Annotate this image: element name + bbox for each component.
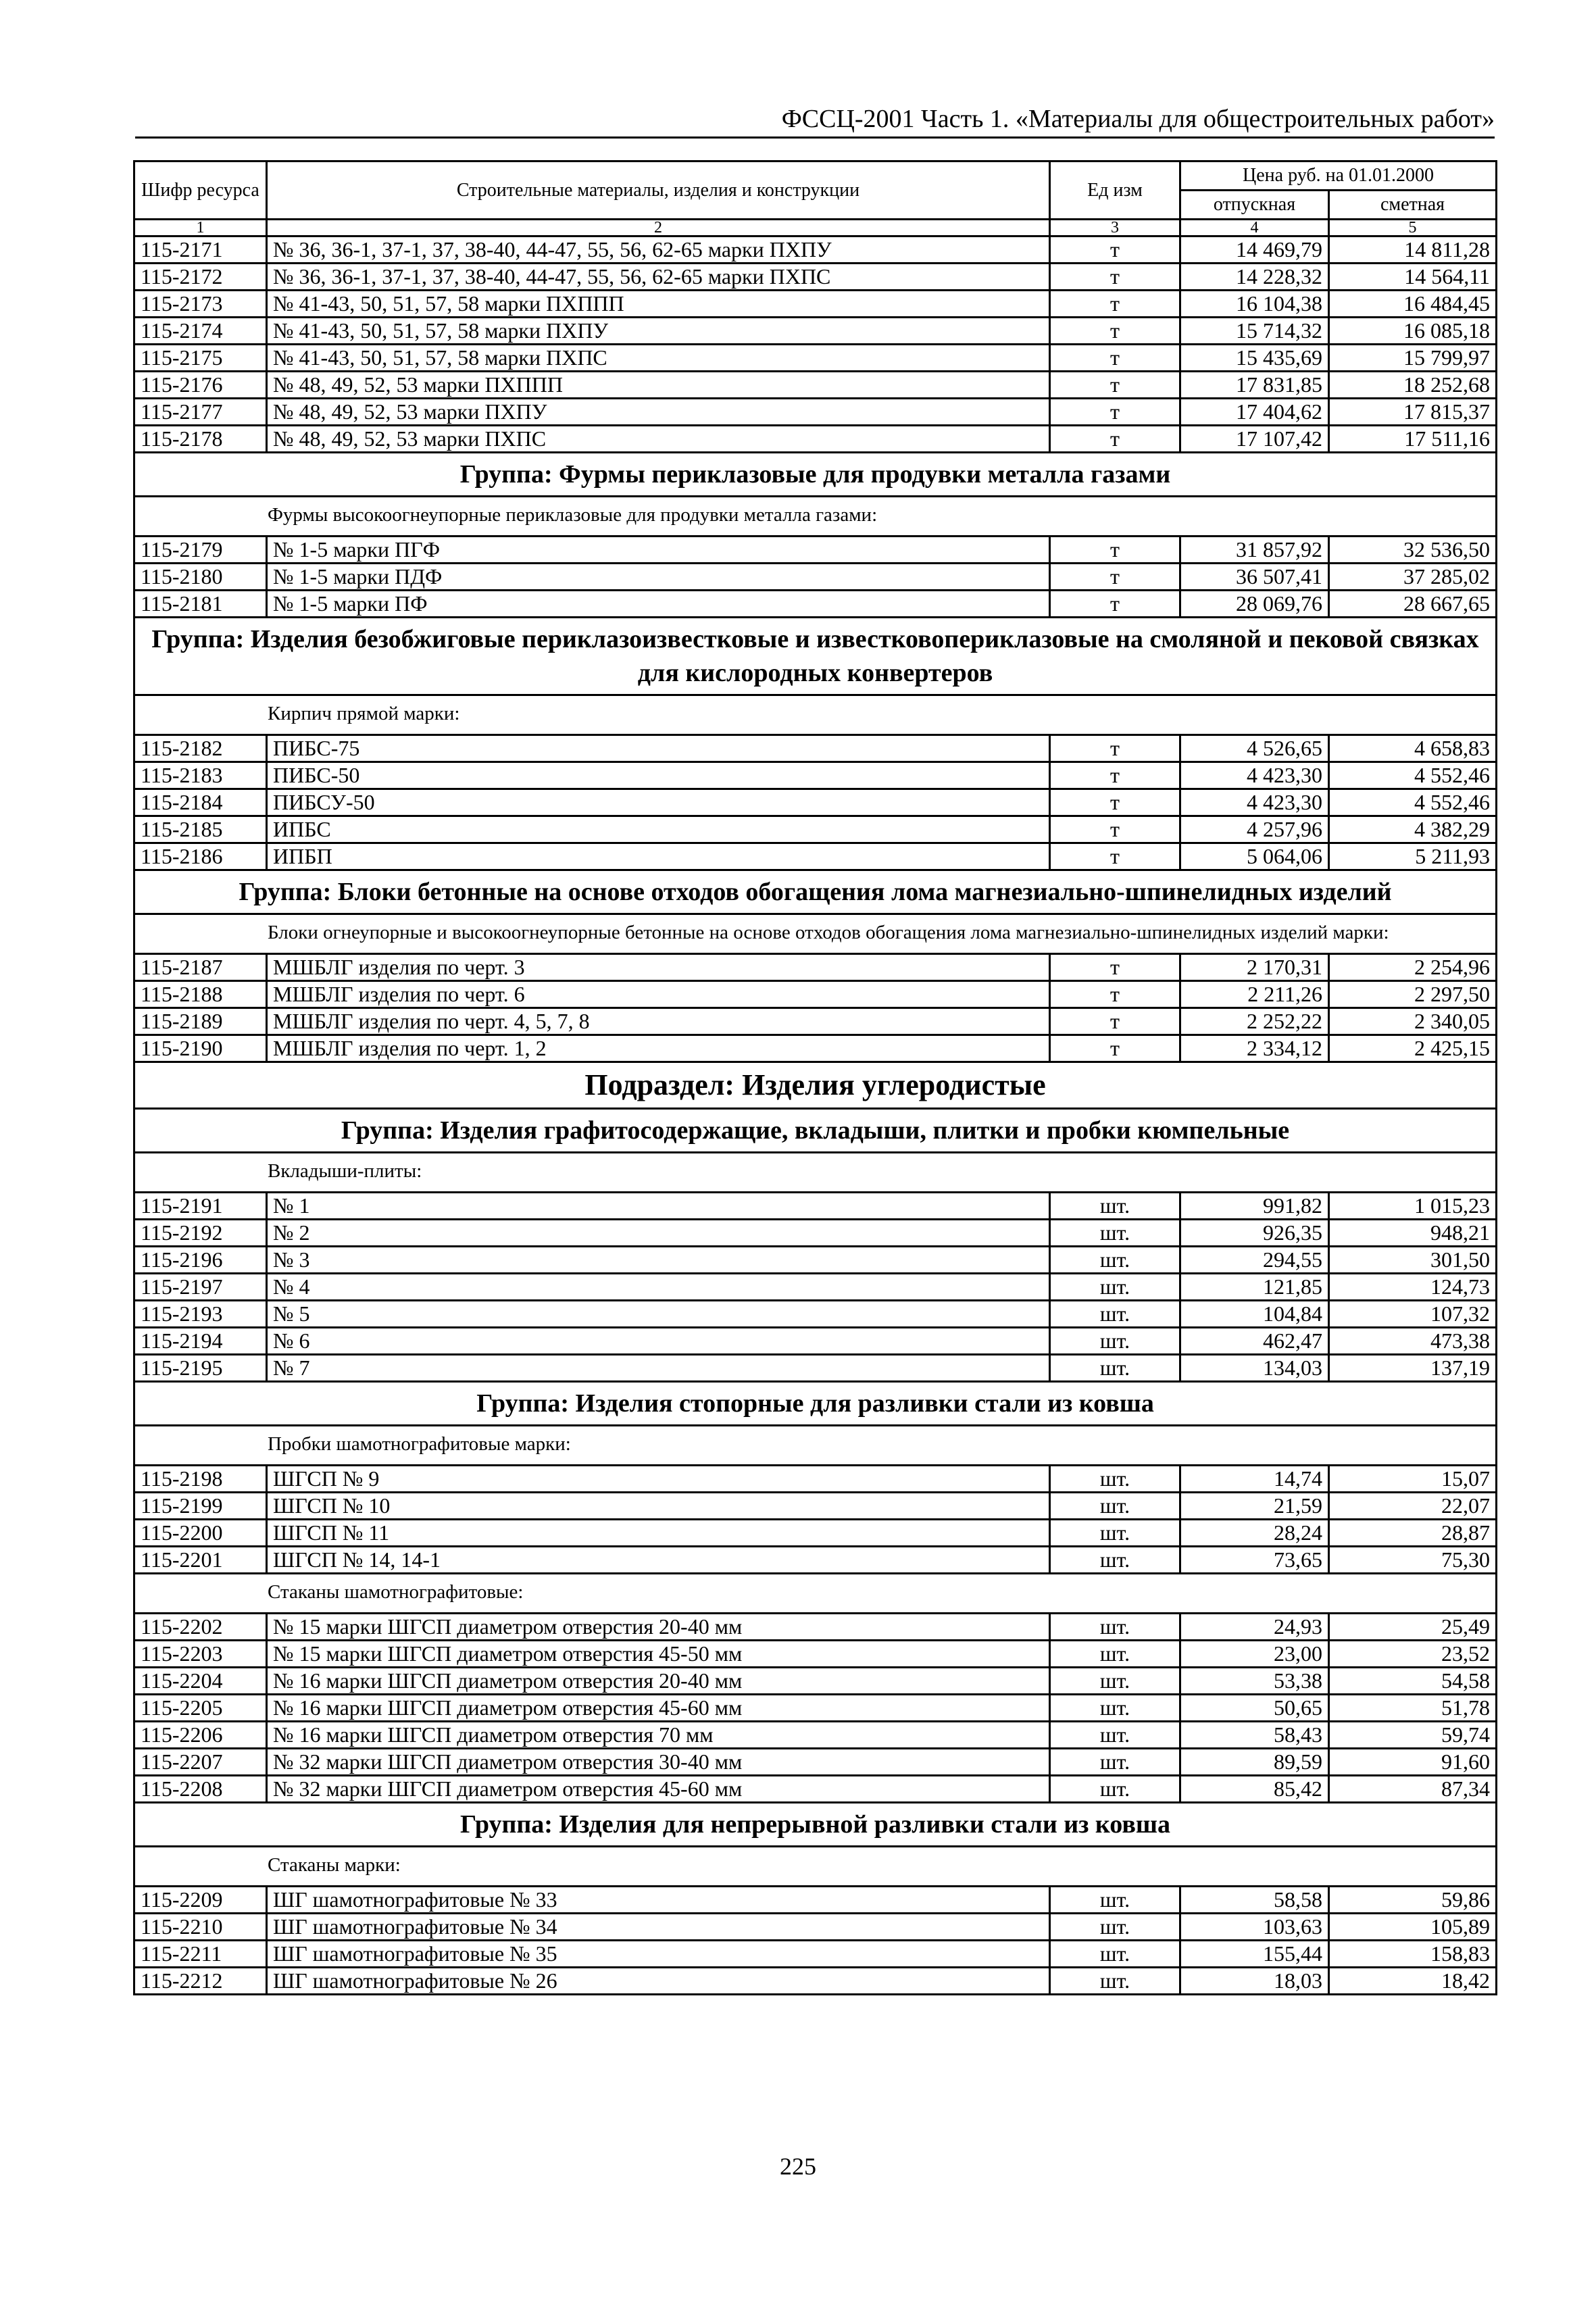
- release-price: 462,47: [1180, 1328, 1329, 1355]
- resource-code: 115-2198: [134, 1466, 267, 1493]
- material-name: ШГ шамотнографитовые № 34: [267, 1914, 1050, 1941]
- header-name: Строительные материалы, изделия и конструкции: [267, 161, 1050, 220]
- group-title: Группа: Блоки бетонные на основе отходов обогащения лома магнезиально-шпинелидных изделий: [134, 870, 1497, 914]
- material-name: № 48, 49, 52, 53 марки ПХПС: [267, 426, 1050, 453]
- table-row: [134, 318, 1497, 345]
- table-row: [134, 591, 1497, 618]
- estimate-price: 301,50: [1329, 1247, 1497, 1274]
- material-name: № 1-5 марки ПФ: [267, 591, 1050, 618]
- material-name: ИПБП: [267, 843, 1050, 870]
- unit: т: [1050, 1035, 1180, 1062]
- subgroup-label-row: [134, 1847, 1497, 1887]
- estimate-price: 18,42: [1329, 1968, 1497, 1995]
- table-row: [134, 1776, 1497, 1803]
- column-number: 3: [1050, 220, 1180, 237]
- estimate-price: 14 811,28: [1329, 237, 1497, 264]
- unit: т: [1050, 318, 1180, 345]
- page-number: 225: [780, 2153, 816, 2180]
- table-row: [134, 735, 1497, 762]
- unit: шт.: [1050, 1968, 1180, 1995]
- subgroup-label-row: [134, 1426, 1497, 1466]
- estimate-price: 15,07: [1329, 1466, 1497, 1493]
- estimate-price: 124,73: [1329, 1274, 1497, 1301]
- estimate-price: 137,19: [1329, 1355, 1497, 1382]
- unit: шт.: [1050, 1776, 1180, 1803]
- resource-code: 115-2179: [134, 537, 267, 564]
- release-price: 2 170,31: [1180, 954, 1329, 981]
- subgroup-label: Фурмы высокоогнеупорные периклазовые для продувки металла газами:: [134, 497, 1497, 537]
- table-row: [134, 981, 1497, 1008]
- subgroup-label-row: [134, 497, 1497, 537]
- unit: шт.: [1050, 1914, 1180, 1941]
- table-row: [134, 843, 1497, 870]
- resource-code: 115-2180: [134, 564, 267, 591]
- column-number-row: [134, 220, 1497, 237]
- group-title: Группа: Изделия безобжиговые периклазоизвестковые и известковопериклазовые на смоляной и пековой связках для кислородных конвертеров: [134, 618, 1497, 695]
- price-table: [133, 160, 1497, 1995]
- material-name: МШБЛГ изделия по черт. 4, 5, 7, 8: [267, 1008, 1050, 1035]
- release-price: 28,24: [1180, 1520, 1329, 1547]
- resource-code: 115-2205: [134, 1695, 267, 1722]
- table-row: [134, 1520, 1497, 1547]
- table-row: [134, 954, 1497, 981]
- material-name: № 1-5 марки ПГФ: [267, 537, 1050, 564]
- column-number: 4: [1180, 220, 1329, 237]
- release-price: 121,85: [1180, 1274, 1329, 1301]
- group-title-row: [134, 870, 1497, 914]
- material-name: № 16 марки ШГСП диаметром отверстия 45-60 мм: [267, 1695, 1050, 1722]
- resource-code: 115-2190: [134, 1035, 267, 1062]
- estimate-price: 4 658,83: [1329, 735, 1497, 762]
- table-row: [134, 1274, 1497, 1301]
- table-row: [134, 1914, 1497, 1941]
- estimate-price: 17 511,16: [1329, 426, 1497, 453]
- subgroup-label-row: [134, 1153, 1497, 1193]
- table-row: [134, 1220, 1497, 1247]
- resource-code: 115-2201: [134, 1547, 267, 1574]
- release-price: 85,42: [1180, 1776, 1329, 1803]
- material-name: ПИБСУ-50: [267, 789, 1050, 816]
- resource-code: 115-2212: [134, 1968, 267, 1995]
- estimate-price: 54,58: [1329, 1668, 1497, 1695]
- unit: т: [1050, 564, 1180, 591]
- estimate-price: 28 667,65: [1329, 591, 1497, 618]
- resource-code: 115-2188: [134, 981, 267, 1008]
- resource-code: 115-2197: [134, 1274, 267, 1301]
- unit: шт.: [1050, 1722, 1180, 1749]
- estimate-price: 25,49: [1329, 1614, 1497, 1641]
- estimate-price: 5 211,93: [1329, 843, 1497, 870]
- estimate-price: 17 815,37: [1329, 399, 1497, 426]
- table-row: [134, 1887, 1497, 1914]
- group-title-row: [134, 1109, 1497, 1153]
- resource-code: 115-2199: [134, 1493, 267, 1520]
- table-row: [134, 291, 1497, 318]
- table-body: [134, 237, 1497, 1995]
- release-price: 2 334,12: [1180, 1035, 1329, 1062]
- subgroup-label: Стаканы шамотнографитовые:: [134, 1574, 1497, 1614]
- release-price: 5 064,06: [1180, 843, 1329, 870]
- estimate-price: 15 799,97: [1329, 345, 1497, 372]
- resource-code: 115-2171: [134, 237, 267, 264]
- release-price: 89,59: [1180, 1749, 1329, 1776]
- release-price: 103,63: [1180, 1914, 1329, 1941]
- table-row: [134, 564, 1497, 591]
- material-name: № 32 марки ШГСП диаметром отверстия 30-40 мм: [267, 1749, 1050, 1776]
- unit: шт.: [1050, 1493, 1180, 1520]
- estimate-price: 22,07: [1329, 1493, 1497, 1520]
- table-row: [134, 399, 1497, 426]
- material-name: № 41-43, 50, 51, 57, 58 марки ПХПУ: [267, 318, 1050, 345]
- unit: шт.: [1050, 1193, 1180, 1220]
- release-price: 53,38: [1180, 1668, 1329, 1695]
- unit: шт.: [1050, 1247, 1180, 1274]
- material-name: ПИБС-75: [267, 735, 1050, 762]
- release-price: 991,82: [1180, 1193, 1329, 1220]
- resource-code: 115-2174: [134, 318, 267, 345]
- release-price: 36 507,41: [1180, 564, 1329, 591]
- table-row: [134, 237, 1497, 264]
- table-row: [134, 1035, 1497, 1062]
- estimate-price: 2 340,05: [1329, 1008, 1497, 1035]
- table-row: [134, 1722, 1497, 1749]
- subgroup-label: Вкладыши-плиты:: [134, 1153, 1497, 1193]
- release-price: 4 526,65: [1180, 735, 1329, 762]
- unit: шт.: [1050, 1328, 1180, 1355]
- running-head: ФССЦ-2001 Часть 1. «Материалы для общестроительных работ»: [135, 101, 1495, 139]
- material-name: № 36, 36-1, 37-1, 37, 38-40, 44-47, 55, 56, 62-65 марки ПХПУ: [267, 237, 1050, 264]
- resource-code: 115-2210: [134, 1914, 267, 1941]
- resource-code: 115-2187: [134, 954, 267, 981]
- estimate-price: 16 085,18: [1329, 318, 1497, 345]
- material-name: № 15 марки ШГСП диаметром отверстия 20-40 мм: [267, 1614, 1050, 1641]
- resource-code: 115-2206: [134, 1722, 267, 1749]
- material-name: ПИБС-50: [267, 762, 1050, 789]
- release-price: 16 104,38: [1180, 291, 1329, 318]
- unit: шт.: [1050, 1301, 1180, 1328]
- table-row: [134, 1328, 1497, 1355]
- release-price: 4 423,30: [1180, 762, 1329, 789]
- subsection-title: Подраздел: Изделия углеродистые: [134, 1062, 1497, 1109]
- table-row: [134, 1941, 1497, 1968]
- release-price: 155,44: [1180, 1941, 1329, 1968]
- table-row: [134, 264, 1497, 291]
- unit: т: [1050, 291, 1180, 318]
- resource-code: 115-2176: [134, 372, 267, 399]
- estimate-price: 2 297,50: [1329, 981, 1497, 1008]
- resource-code: 115-2178: [134, 426, 267, 453]
- unit: шт.: [1050, 1547, 1180, 1574]
- subgroup-label-row: [134, 1574, 1497, 1614]
- subsection-title-row: [134, 1062, 1497, 1109]
- unit: шт.: [1050, 1668, 1180, 1695]
- estimate-price: 59,74: [1329, 1722, 1497, 1749]
- table-row: [134, 762, 1497, 789]
- estimate-price: 14 564,11: [1329, 264, 1497, 291]
- table-row: [134, 1493, 1497, 1520]
- estimate-price: 105,89: [1329, 1914, 1497, 1941]
- table-row: [134, 426, 1497, 453]
- release-price: 31 857,92: [1180, 537, 1329, 564]
- table-row: [134, 1008, 1497, 1035]
- table-row: [134, 537, 1497, 564]
- release-price: 17 107,42: [1180, 426, 1329, 453]
- material-name: МШБЛГ изделия по черт. 1, 2: [267, 1035, 1050, 1062]
- material-name: ШГ шамотнографитовые № 26: [267, 1968, 1050, 1995]
- material-name: № 5: [267, 1301, 1050, 1328]
- unit: шт.: [1050, 1520, 1180, 1547]
- header-unit: Ед изм: [1050, 161, 1180, 220]
- estimate-price: 948,21: [1329, 1220, 1497, 1247]
- resource-code: 115-2183: [134, 762, 267, 789]
- material-name: № 16 марки ШГСП диаметром отверстия 70 мм: [267, 1722, 1050, 1749]
- material-name: № 48, 49, 52, 53 марки ПХПУ: [267, 399, 1050, 426]
- table-row: [134, 372, 1497, 399]
- group-title: Группа: Фурмы периклазовые для продувки металла газами: [134, 453, 1497, 497]
- resource-code: 115-2182: [134, 735, 267, 762]
- resource-code: 115-2185: [134, 816, 267, 843]
- material-name: № 41-43, 50, 51, 57, 58 марки ПХППП: [267, 291, 1050, 318]
- header-price-group: Цена руб. на 01.01.2000: [1180, 161, 1497, 191]
- material-name: ШГ шамотнографитовые № 33: [267, 1887, 1050, 1914]
- unit: т: [1050, 735, 1180, 762]
- estimate-price: 4 382,29: [1329, 816, 1497, 843]
- column-number: 2: [267, 220, 1050, 237]
- estimate-price: 59,86: [1329, 1887, 1497, 1914]
- unit: шт.: [1050, 1887, 1180, 1914]
- unit: шт.: [1050, 1641, 1180, 1668]
- table-row: [134, 1641, 1497, 1668]
- release-price: 926,35: [1180, 1220, 1329, 1247]
- estimate-price: 18 252,68: [1329, 372, 1497, 399]
- table-row: [134, 1355, 1497, 1382]
- table-row: [134, 1749, 1497, 1776]
- table-row: [134, 1695, 1497, 1722]
- unit: т: [1050, 816, 1180, 843]
- release-price: 23,00: [1180, 1641, 1329, 1668]
- estimate-price: 158,83: [1329, 1941, 1497, 1968]
- unit: т: [1050, 762, 1180, 789]
- unit: т: [1050, 1008, 1180, 1035]
- material-name: № 2: [267, 1220, 1050, 1247]
- group-title: Группа: Изделия для непрерывной разливки стали из ковша: [134, 1803, 1497, 1847]
- material-name: № 3: [267, 1247, 1050, 1274]
- material-name: МШБЛГ изделия по черт. 3: [267, 954, 1050, 981]
- release-price: 28 069,76: [1180, 591, 1329, 618]
- release-price: 50,65: [1180, 1695, 1329, 1722]
- group-title: Группа: Изделия графитосодержащие, вкладыши, плитки и пробки кюмпельные: [134, 1109, 1497, 1153]
- release-price: 73,65: [1180, 1547, 1329, 1574]
- unit: т: [1050, 237, 1180, 264]
- unit: т: [1050, 954, 1180, 981]
- unit: шт.: [1050, 1274, 1180, 1301]
- estimate-price: 4 552,46: [1329, 762, 1497, 789]
- unit: шт.: [1050, 1466, 1180, 1493]
- release-price: 4 423,30: [1180, 789, 1329, 816]
- resource-code: 115-2203: [134, 1641, 267, 1668]
- column-number: 5: [1329, 220, 1497, 237]
- subgroup-label: Блоки огнеупорные и высокоогнеупорные бетонные на основе отходов обогащения лома магнезиально-шпинелидных изделий марки:: [134, 914, 1497, 954]
- table-row: [134, 1968, 1497, 1995]
- resource-code: 115-2194: [134, 1328, 267, 1355]
- estimate-price: 51,78: [1329, 1695, 1497, 1722]
- material-name: ИПБС: [267, 816, 1050, 843]
- unit: т: [1050, 345, 1180, 372]
- group-title-row: [134, 1803, 1497, 1847]
- header-code: Шифр ресурса: [134, 161, 267, 220]
- table-row: [134, 1614, 1497, 1641]
- subgroup-label: Кирпич прямой марки:: [134, 695, 1497, 735]
- subgroup-label: Пробки шамотнографитовые марки:: [134, 1426, 1497, 1466]
- group-title: Группа: Изделия стопорные для разливки стали из ковша: [134, 1382, 1497, 1426]
- estimate-price: 1 015,23: [1329, 1193, 1497, 1220]
- estimate-price: 107,32: [1329, 1301, 1497, 1328]
- material-name: ШГСП № 11: [267, 1520, 1050, 1547]
- release-price: 58,58: [1180, 1887, 1329, 1914]
- resource-code: 115-2202: [134, 1614, 267, 1641]
- resource-code: 115-2209: [134, 1887, 267, 1914]
- unit: т: [1050, 372, 1180, 399]
- resource-code: 115-2204: [134, 1668, 267, 1695]
- resource-code: 115-2200: [134, 1520, 267, 1547]
- estimate-price: 75,30: [1329, 1547, 1497, 1574]
- table-row: [134, 1466, 1497, 1493]
- unit: т: [1050, 426, 1180, 453]
- material-name: № 4: [267, 1274, 1050, 1301]
- release-price: 14,74: [1180, 1466, 1329, 1493]
- resource-code: 115-2207: [134, 1749, 267, 1776]
- resource-code: 115-2211: [134, 1941, 267, 1968]
- resource-code: 115-2193: [134, 1301, 267, 1328]
- resource-code: 115-2208: [134, 1776, 267, 1803]
- material-name: МШБЛГ изделия по черт. 6: [267, 981, 1050, 1008]
- material-name: ШГСП № 9: [267, 1466, 1050, 1493]
- release-price: 2 211,26: [1180, 981, 1329, 1008]
- table-row: [134, 1301, 1497, 1328]
- resource-code: 115-2195: [134, 1355, 267, 1382]
- table-row: [134, 1247, 1497, 1274]
- release-price: 58,43: [1180, 1722, 1329, 1749]
- material-name: ШГ шамотнографитовые № 35: [267, 1941, 1050, 1968]
- release-price: 18,03: [1180, 1968, 1329, 1995]
- unit: т: [1050, 537, 1180, 564]
- header-price-release: отпускная: [1180, 191, 1329, 220]
- table-row: [134, 789, 1497, 816]
- material-name: ШГСП № 10: [267, 1493, 1050, 1520]
- material-name: № 41-43, 50, 51, 57, 58 марки ПХПС: [267, 345, 1050, 372]
- material-name: № 1-5 марки ПДФ: [267, 564, 1050, 591]
- material-name: ШГСП № 14, 14-1: [267, 1547, 1050, 1574]
- estimate-price: 23,52: [1329, 1641, 1497, 1668]
- estimate-price: 91,60: [1329, 1749, 1497, 1776]
- resource-code: 115-2191: [134, 1193, 267, 1220]
- table-row: [134, 1193, 1497, 1220]
- unit: т: [1050, 264, 1180, 291]
- subgroup-label: Стаканы марки:: [134, 1847, 1497, 1887]
- estimate-price: 32 536,50: [1329, 537, 1497, 564]
- table-row: [134, 1547, 1497, 1574]
- material-name: № 48, 49, 52, 53 марки ПХППП: [267, 372, 1050, 399]
- release-price: 21,59: [1180, 1493, 1329, 1520]
- resource-code: 115-2184: [134, 789, 267, 816]
- resource-code: 115-2186: [134, 843, 267, 870]
- material-name: № 1: [267, 1193, 1050, 1220]
- release-price: 4 257,96: [1180, 816, 1329, 843]
- resource-code: 115-2181: [134, 591, 267, 618]
- resource-code: 115-2177: [134, 399, 267, 426]
- release-price: 15 714,32: [1180, 318, 1329, 345]
- material-name: № 32 марки ШГСП диаметром отверстия 45-60 мм: [267, 1776, 1050, 1803]
- resource-code: 115-2192: [134, 1220, 267, 1247]
- unit: т: [1050, 843, 1180, 870]
- table-row: [134, 345, 1497, 372]
- material-name: № 16 марки ШГСП диаметром отверстия 20-40 мм: [267, 1668, 1050, 1695]
- release-price: 104,84: [1180, 1301, 1329, 1328]
- estimate-price: 473,38: [1329, 1328, 1497, 1355]
- estimate-price: 2 254,96: [1329, 954, 1497, 981]
- unit: шт.: [1050, 1941, 1180, 1968]
- unit: шт.: [1050, 1614, 1180, 1641]
- estimate-price: 16 484,45: [1329, 291, 1497, 318]
- release-price: 17 404,62: [1180, 399, 1329, 426]
- resource-code: 115-2189: [134, 1008, 267, 1035]
- group-title-row: [134, 618, 1497, 695]
- material-name: № 7: [267, 1355, 1050, 1382]
- resource-code: 115-2173: [134, 291, 267, 318]
- release-price: 294,55: [1180, 1247, 1329, 1274]
- group-title-row: [134, 1382, 1497, 1426]
- resource-code: 115-2196: [134, 1247, 267, 1274]
- resource-code: 115-2175: [134, 345, 267, 372]
- estimate-price: 37 285,02: [1329, 564, 1497, 591]
- unit: т: [1050, 981, 1180, 1008]
- release-price: 24,93: [1180, 1614, 1329, 1641]
- resource-code: 115-2172: [134, 264, 267, 291]
- header-price-estimate: сметная: [1329, 191, 1497, 220]
- release-price: 17 831,85: [1180, 372, 1329, 399]
- subgroup-label-row: [134, 914, 1497, 954]
- release-price: 14 228,32: [1180, 264, 1329, 291]
- release-price: 15 435,69: [1180, 345, 1329, 372]
- subgroup-label-row: [134, 695, 1497, 735]
- estimate-price: 28,87: [1329, 1520, 1497, 1547]
- estimate-price: 4 552,46: [1329, 789, 1497, 816]
- release-price: 2 252,22: [1180, 1008, 1329, 1035]
- material-name: № 36, 36-1, 37-1, 37, 38-40, 44-47, 55, 56, 62-65 марки ПХПС: [267, 264, 1050, 291]
- table-row: [134, 1668, 1497, 1695]
- material-name: № 15 марки ШГСП диаметром отверстия 45-50 мм: [267, 1641, 1050, 1668]
- material-name: № 6: [267, 1328, 1050, 1355]
- estimate-price: 87,34: [1329, 1776, 1497, 1803]
- group-title-row: [134, 453, 1497, 497]
- unit: т: [1050, 789, 1180, 816]
- unit: т: [1050, 399, 1180, 426]
- unit: т: [1050, 591, 1180, 618]
- unit: шт.: [1050, 1355, 1180, 1382]
- unit: шт.: [1050, 1695, 1180, 1722]
- release-price: 14 469,79: [1180, 237, 1329, 264]
- unit: шт.: [1050, 1749, 1180, 1776]
- unit: шт.: [1050, 1220, 1180, 1247]
- column-number: 1: [134, 220, 267, 237]
- release-price: 134,03: [1180, 1355, 1329, 1382]
- table-row: [134, 816, 1497, 843]
- estimate-price: 2 425,15: [1329, 1035, 1497, 1062]
